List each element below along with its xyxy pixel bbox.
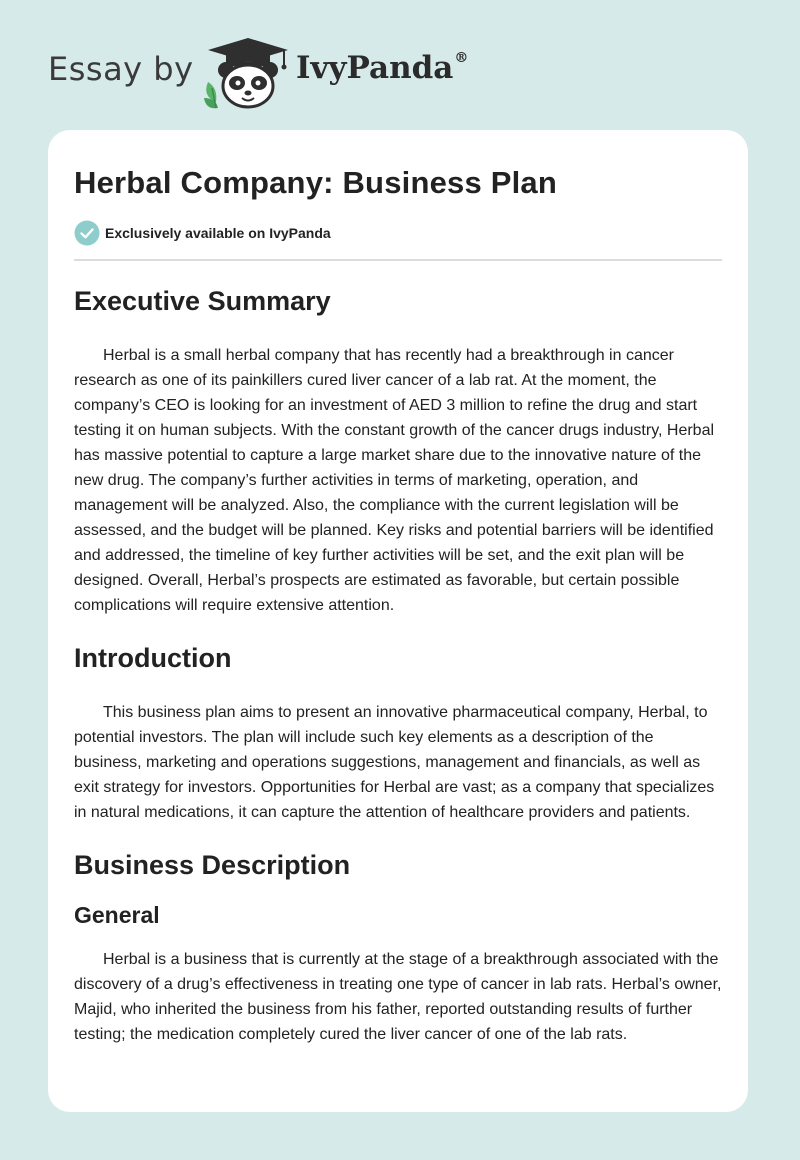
page-title: Herbal Company: Business Plan (74, 165, 557, 200)
section-executive-summary (74, 283, 722, 618)
registered-mark: ® (454, 50, 469, 66)
section-heading: Introduction (74, 643, 232, 673)
exclusive-badge (74, 220, 722, 246)
check-circle-icon (74, 220, 100, 246)
subsection-heading: General (74, 902, 160, 928)
badge-text: Exclusively available on IvyPanda (105, 225, 331, 241)
brand-name: IvyPanda® (296, 50, 469, 86)
section-heading: Business Description (74, 850, 351, 880)
brand-header[interactable] (48, 36, 508, 116)
document-card (48, 130, 748, 1112)
section-introduction (74, 640, 722, 825)
section-paragraph: This business plan aims to present an innovative pharmaceutical company, Herbal, to potential investors. The plan will include such key elements as a description of the business, marketing and operations suggestions, management and financials, as well as exit strategy for investors. Opportunities for Herbal are vast; as a company that specializes in natural medications, it can capture the attention of healthcare providers and patients. (74, 704, 715, 821)
panda-graduate-logo-icon (198, 36, 298, 110)
section-paragraph: Herbal is a business that is currently at the stage of a breakthrough associated with the discovery of a drug’s effectiveness in treating one type of cancer in lab rats. Herbal’s owner, Majid, who inherited the business from his father, reported outstanding results of further testing; the medication completely cured the liver cancer of one of the lab rats. (74, 951, 722, 1043)
brand-prefix: Essay by (48, 50, 194, 88)
section-paragraph: Herbal is a small herbal company that has recently had a breakthrough in cancer research as one of its painkillers cured liver cancer of a lab rat. At the moment, the company’s CEO is looking for an investment of AED 3 million to refine the drug and start testing it on human subjects. With the constant growth of the cancer drugs industry, Herbal has massive potential to capture a large market share due to the innovative nature of the new drug. The company’s further activities in terms of marketing, operation, and management will be analyzed. Also, the compliance with the current legislation will be assessed, and the budget will be planned. Key risks and potential barriers will be identified and addressed, the timeline of key further activities will be set, and the exit plan will be designed. Overall, Herbal’s prospects are estimated as favorable, but certain possible complications will require extensive attention. (74, 347, 715, 614)
section-heading: Executive Summary (74, 286, 331, 316)
section-business-description (74, 847, 722, 1047)
divider (74, 259, 722, 261)
